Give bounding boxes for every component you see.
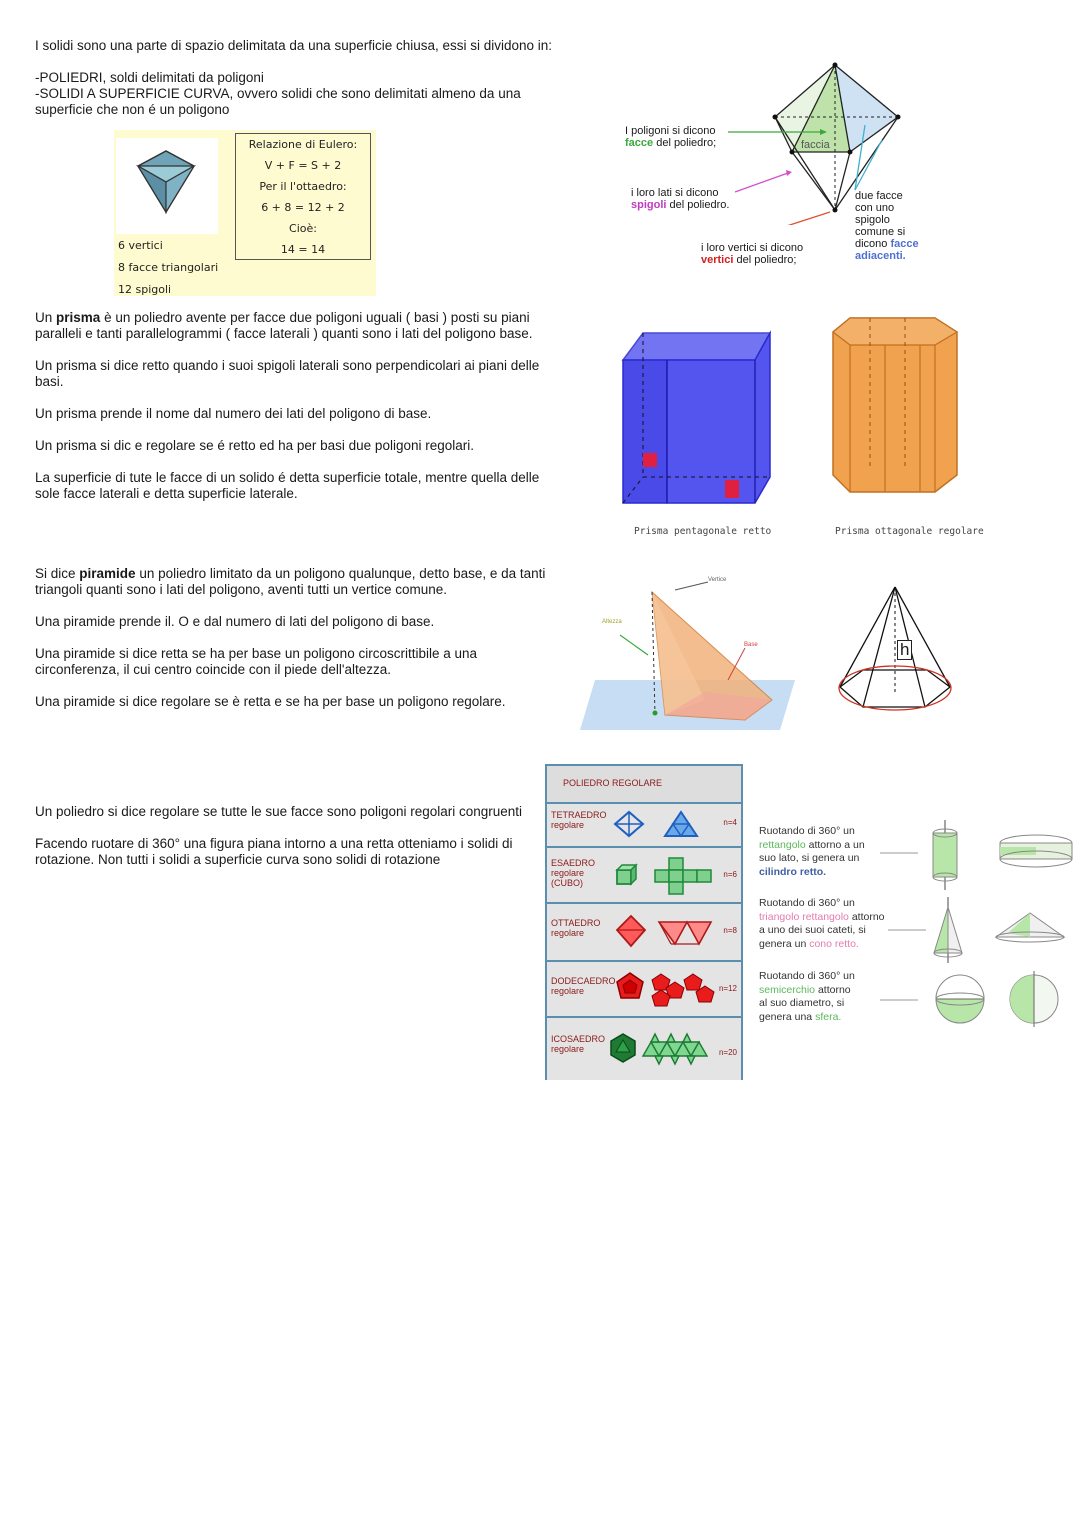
regular-text [35, 804, 540, 868]
intro-text [35, 38, 595, 118]
r3-f: sfera. [815, 1010, 842, 1023]
adj-line-5a: dicono [855, 238, 888, 250]
prism-term: prisma [56, 310, 101, 325]
vertices-text-b: del poliedro; [736, 254, 797, 266]
regular-p2-b: rotazione. Non tutti i solidi a superficie curva sono solidi di rotazione [35, 852, 441, 867]
octa-faces: 8 facce triangolari [118, 261, 219, 274]
row-sub: regolare [551, 986, 585, 996]
table-row-dodecaedro [547, 960, 741, 1018]
tetrahedron-icon [613, 810, 705, 840]
euler-formula: V + F = S + 2 [264, 159, 342, 172]
row-n: n=4 [723, 818, 737, 827]
rotation-sphere-text [759, 970, 889, 1024]
vertices-text-a: i loro vertici si dicono [701, 242, 804, 254]
faccia-label: faccia [801, 139, 830, 151]
table-row-icosaedro [547, 1016, 741, 1080]
table-row-ottaedro [547, 902, 741, 962]
r1-e: cilindro retto. [759, 865, 827, 878]
row-n: n=12 [718, 984, 737, 993]
table-row-tetraedro [547, 802, 741, 848]
intro-line-3: -SOLIDI A SUPERFICIE CURVA, ovvero solidi che sono delimitati almeno da una [35, 86, 521, 101]
euler-cioe: Cioè: [289, 222, 317, 235]
adjacent-faces-definition [855, 190, 919, 262]
row-sub: regolare [551, 928, 585, 938]
euler-result: 14 = 14 [280, 243, 326, 256]
row-name: TETRAEDRO [551, 810, 607, 820]
row-name: OTTAEDRO [551, 918, 601, 928]
regular-polyhedra-table [545, 764, 743, 1080]
r2-d: a uno dei suoi cateti, si [759, 924, 866, 936]
euler-title: Relazione di Eulero: [248, 138, 358, 151]
r2-c: attorno [851, 910, 885, 923]
pyramid-p1-a: Si dice [35, 566, 76, 581]
r3-a: Ruotando di 360° un [759, 970, 855, 982]
edges-text-b: del poliedro. [669, 199, 730, 211]
icosahedron-icon [609, 1032, 719, 1066]
pyramid-p4: Una piramide si dice regolare se è retta e se ha per base un poligono regolare. [35, 694, 506, 709]
pyramid-p3-a: Una piramide si dice retta se ha per base un poligono circoscrittibile a una [35, 646, 477, 661]
prism-p2-b: basi. [35, 374, 64, 389]
cube-icon [615, 856, 715, 896]
pyramid-term: piramide [79, 566, 136, 581]
pyramid-label-vertice: Vertice [708, 577, 727, 583]
pyramid-p2: Una piramide prende il. O e dal numero di lati del poligono di base. [35, 614, 435, 629]
adj-line-2: con uno [855, 202, 895, 214]
r1-d: suo lato, si genera un [759, 852, 860, 864]
r3-d: al suo diametro, si [759, 997, 845, 1009]
intro-line-4: superficie che non é un poligono [35, 102, 230, 117]
edges-word: spigoli [631, 199, 667, 211]
pyramid-label-altezza: Altezza [602, 619, 622, 625]
regular-p1: Un poliedro si dice regolare se tutte le sue facce sono poligoni regolari congruenti [35, 804, 523, 819]
vertices-word: vertici [701, 254, 734, 266]
prism-p5-b: sole facce laterali e detta superficie laterale. [35, 486, 298, 501]
row-name: DODECAEDRO [551, 976, 616, 986]
faces-word: facce [625, 137, 654, 149]
prism-p1-b: è un poliedro avente per facce due poligoni uguali ( basi ) posti su piani [104, 310, 530, 325]
octahedron-image [116, 138, 218, 234]
pentagonal-prism-caption: Prisma pentagonale retto [634, 526, 772, 537]
octa-vertices: 6 vertici [118, 239, 163, 252]
prism-p2-a: Un prisma si dice retto quando i suoi spigoli laterali sono perpendicolari ai piani delle [35, 358, 540, 373]
regular-pyramid-image [835, 582, 955, 727]
r3-e: genera una [759, 1010, 813, 1023]
prism-p4: Un prisma si dic e regolare se é retto ed ha per basi due poligoni regolari. [35, 438, 474, 453]
euler-octa-calc: 6 + 8 = 12 + 2 [261, 201, 345, 214]
row-sub: regolare [551, 868, 585, 878]
table-row-esaedro [547, 846, 741, 904]
r2-f: cono retto. [809, 937, 859, 950]
r2-e: genera un [759, 937, 807, 950]
regular-p2-a: Facendo ruotare di 360° una figura piana intorno a una retta otteniamo i solidi di [35, 836, 513, 851]
prism-p1-a: Un [35, 310, 53, 325]
row-n: n=20 [718, 1048, 737, 1057]
intro-line-2: -POLIEDRI, soldi delimitati da poligoni [35, 70, 264, 85]
adj-line-1: due facce [855, 190, 903, 202]
r1-c: attorno a un [808, 838, 865, 851]
oblique-pyramid-image [580, 570, 795, 735]
adj-line-4: comune si [855, 226, 906, 238]
octa-edges: 12 spigoli [118, 283, 172, 296]
row-sub: regolare [551, 1044, 585, 1054]
dodecahedron-icon [615, 970, 715, 1008]
adj-line-5b: facce [890, 238, 919, 250]
faces-text-b: del poliedro; [656, 137, 717, 149]
octagonal-prism-caption: Prisma ottagonale regolare [835, 526, 984, 537]
r2-b: triangolo rettangolo [759, 910, 849, 923]
row-n: n=8 [723, 926, 737, 935]
pyramid-p1-c: triangoli quanti sono i lati del poligono, aventi tutti un vertice comune. [35, 582, 448, 597]
r1-a: Ruotando di 360° un [759, 825, 855, 837]
row-sub2: (CUBO) [551, 878, 583, 888]
rotation-cylinder-text [759, 825, 889, 879]
r3-c: attorno [817, 983, 851, 996]
prism-p3: Un prisma prende il nome dal numero dei lati del poligono di base. [35, 406, 432, 421]
intro-line-1: I solidi sono una parte di spazio delimitata da una superficie chiusa, essi si dividono in: [35, 38, 553, 53]
edges-text-a: i loro lati si dicono [631, 187, 719, 199]
row-sub: regolare [551, 820, 585, 830]
pyramid-p3-b: circonferenza, il cui centro coincide con il piede dell'altezza. [35, 662, 392, 677]
faces-text-a: I poligoni si dicono [625, 125, 716, 137]
r1-b: rettangolo [759, 838, 806, 851]
euler-octa-label: Per il l'ottaedro: [259, 180, 347, 193]
pyramid-label-base: Base [744, 642, 758, 648]
row-n: n=6 [723, 870, 737, 879]
r3-b: semicerchio [759, 983, 816, 996]
r2-a: Ruotando di 360° un [759, 897, 855, 909]
pyramid-text [35, 566, 580, 710]
adj-line-3: spigolo [855, 214, 890, 226]
octahedron-icon [615, 914, 715, 950]
table-header: POLIEDRO REGOLARE [563, 778, 663, 788]
prism-p5-a: La superficie di tute le facce di un solido é detta superficie totale, mentre quella delle [35, 470, 540, 485]
edges-definition [631, 187, 729, 211]
pyramid-p1-b: un poliedro limitato da un poligono qualunque, detto base, e da tanti [139, 566, 546, 581]
euler-relation-box [235, 133, 371, 260]
pyramid-height-label: h [897, 640, 912, 660]
octagonal-prism-image [825, 310, 965, 500]
vertices-definition [701, 242, 803, 266]
prism-p1-c: paralleli e tanti parallelogrammi ( facce laterali ) quanti sono i lati del poligono base. [35, 326, 533, 341]
prism-text [35, 310, 575, 502]
row-name: ESAEDRO [551, 858, 596, 868]
rotation-solids-images [878, 815, 1078, 1035]
pentagonal-prism-image [615, 325, 780, 510]
row-name: ICOSAEDRO [551, 1034, 606, 1044]
adj-line-6: adiacenti. [855, 250, 906, 262]
faces-definition [625, 125, 716, 149]
